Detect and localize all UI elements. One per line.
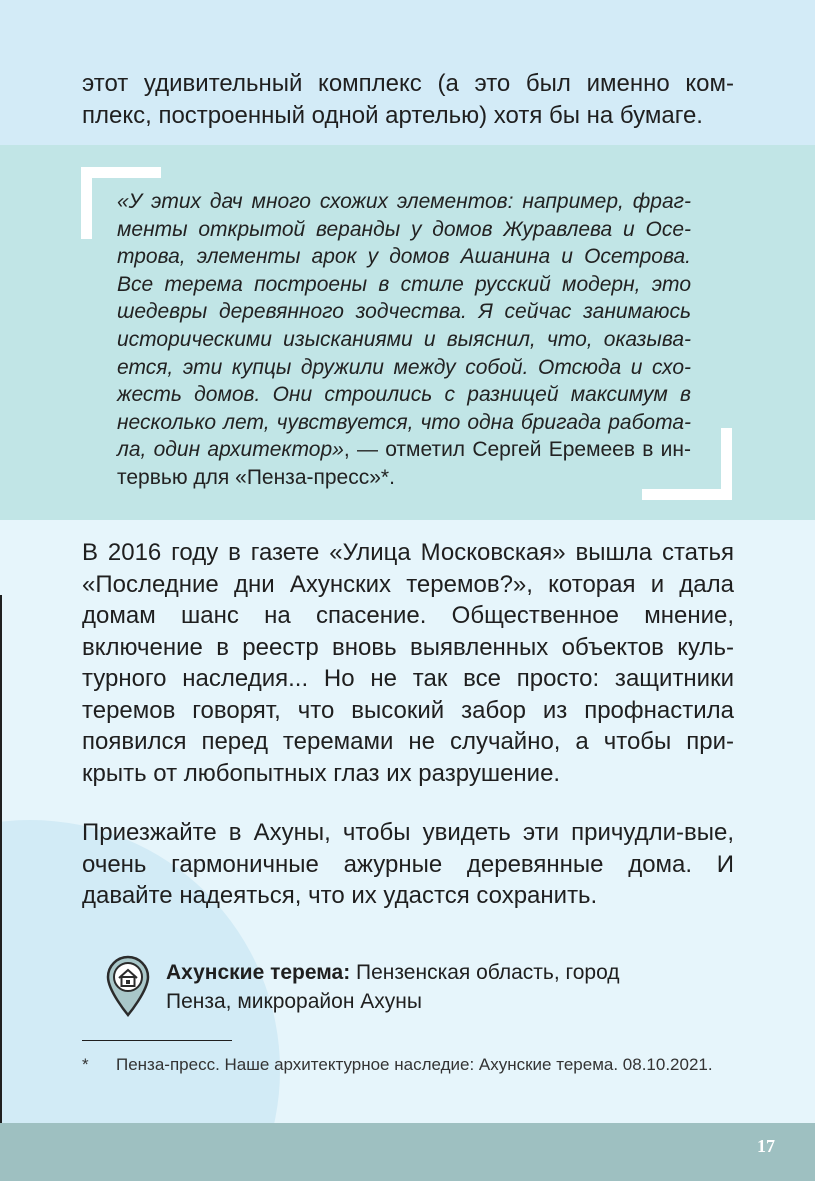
quote-attribution: , — отметил Сергей Еремеев в ин-тервью для «Пенза-пресс»*. (117, 438, 692, 489)
paragraph-2016: В 2016 году в газете «Улица Московская» вышла статья «Последние дни Ахунских теремов?», которая и дала домам шанс на спасение. Общественное мнение, включение в реестр вновь выявленных объектов куль-турного наследия... Но не так все просто: защитники теремов говорят, что высокий забор из профнастила появился перед теремами не случайно, а чтобы при-крыть от любопытных глаз их разрушение. (82, 539, 734, 787)
left-edge-line (0, 595, 2, 1123)
footnote-text: Пенза-пресс. Наше архитектурное наследие: Ахунские терема. 08.10.2021. (116, 1055, 713, 1074)
address-name: Ахунские терема: (166, 961, 351, 984)
quote-block (117, 188, 691, 492)
address-block (166, 958, 686, 1016)
footnote-divider (82, 1040, 232, 1041)
footer-band (0, 1123, 815, 1181)
address-location: Пензенская область, город Пенза, микрорайон Ахуны (166, 961, 620, 1013)
page-number: 17 (757, 1136, 775, 1156)
paragraph-invite: Приезжайте в Ахуны, чтобы увидеть эти причудли-вые, очень гармоничные ажурные деревянные дома. И давайте надеяться, что их удастся сохранить. (82, 819, 734, 909)
footnote-mark: * (82, 1055, 89, 1074)
map-pin-house-icon (105, 955, 151, 1017)
footnote (82, 1053, 734, 1076)
intro-paragraph: этот удивительный комплекс (а это был именно ком-плекс, построенный одной артелью) хотя бы на бумаге. (82, 70, 734, 129)
quote-text: «У этих дач много схожих элементов: например, фраг-менты открытой веранды у домов Журавлева и Осе-трова, элементы арок у домов Ашанина и Осетрова. Все терема построены в стиле русский модерн, это шедевры деревянного зодчества. Я сейчас занимаюсь историческими изысканиями и выяснил, что, оказыва-ется, эти купцы дружили между собой. Отсюда и схо-жесть домов. Они строились с разницей максимум в несколько лет, чувствуется, что одна бригада работа-ла, один архитектор» (117, 190, 691, 462)
